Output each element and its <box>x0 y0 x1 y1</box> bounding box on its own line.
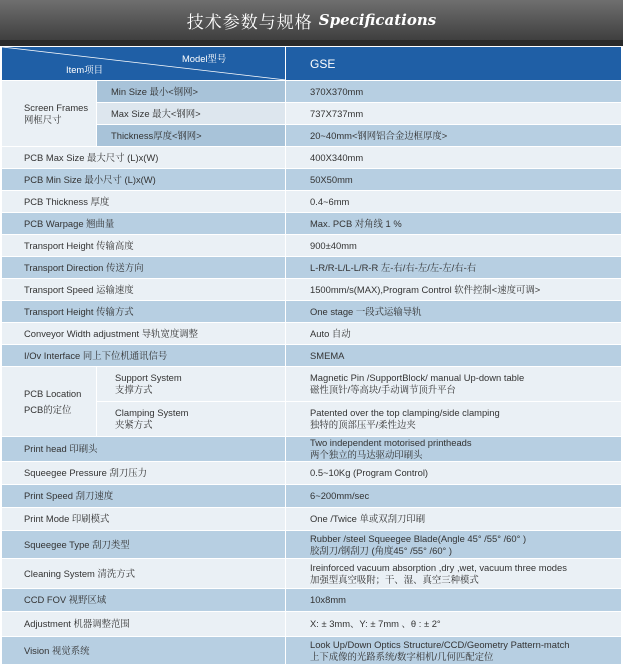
table-row <box>2 367 622 402</box>
screen-frames-label-cn: 网框尺寸 <box>24 113 62 125</box>
spec-value: 400X340mm <box>286 147 622 169</box>
header-item: Item项目 <box>66 64 103 75</box>
screen-frame-key: Max Size 最大<钢网> <box>97 103 286 125</box>
table-row <box>2 589 622 612</box>
table-row <box>2 637 622 665</box>
pcb-location-key <box>97 367 286 402</box>
table-row <box>2 169 622 191</box>
pcb-location-key-cn: 夹紧方式 <box>115 419 153 430</box>
spec-key: Transport Speed 运输速度 <box>2 279 286 301</box>
spec-key: CCD FOV 视野区域 <box>2 589 286 612</box>
table-row <box>2 462 622 485</box>
spec-value-en: Two independent motorised printheads <box>310 437 472 448</box>
table-row <box>2 485 622 508</box>
table-row <box>2 531 622 559</box>
pcb-location-label-cn: PCB的定位 <box>24 403 72 415</box>
spec-value-en: Ireinforced vacuum absorption ,dry ,wet, vacuum three modes <box>310 561 567 573</box>
spec-key: Cleaning System 清洗方式 <box>2 559 286 589</box>
screen-frame-value: 20~40mm<钢网铝合金边框厚度> <box>286 125 622 147</box>
spec-value: 6~200mm/sec <box>286 485 622 508</box>
pcb-location-key-cn: 支撑方式 <box>115 384 153 395</box>
screen-frame-value: 370X370mm <box>286 81 622 103</box>
table-row <box>2 559 622 589</box>
pcb-location-key-en: Support System <box>115 372 182 383</box>
spec-value: 900±40mm <box>286 235 622 257</box>
spec-value <box>286 531 622 559</box>
table-row <box>2 323 622 345</box>
pcb-location-value <box>286 402 622 437</box>
spec-key: PCB Warpage 翘曲量 <box>2 213 286 235</box>
spec-key: Print Speed 刮刀速度 <box>2 485 286 508</box>
table-header <box>2 47 622 81</box>
table-row <box>2 612 622 637</box>
table-row <box>2 81 622 103</box>
spec-value: One stage 一段式运输导轨 <box>286 301 622 323</box>
spec-value <box>286 437 622 462</box>
spec-key: PCB Max Size 最大尺寸 (L)x(W) <box>2 147 286 169</box>
screen-frame-key: Thickness厚度<钢网> <box>97 125 286 147</box>
spec-key: Transport Height 传输方式 <box>2 301 286 323</box>
table-row <box>2 213 622 235</box>
spec-value <box>286 637 622 665</box>
table-row <box>2 147 622 169</box>
spec-key: PCB Thickness 厚度 <box>2 191 286 213</box>
table-row <box>2 279 622 301</box>
screen-frames-label <box>2 81 97 147</box>
spec-value: 50X50mm <box>286 169 622 191</box>
spec-key: I/Ov Interface 同上下位机通讯信号 <box>2 345 286 367</box>
pcb-location-value-en: Magnetic Pin /SupportBlock/ manual Up-down table <box>310 372 525 383</box>
spec-value: One /Twice 单或双刮刀印刷 <box>286 508 622 531</box>
spec-value: X: ± 3mm、Y: ± 7mm 、θ : ± 2° <box>286 612 622 637</box>
spec-value: Auto 自动 <box>286 323 622 345</box>
pcb-location-label-en: PCB Location <box>24 387 82 399</box>
spec-value-cn: 胶刮刀/钢刮刀 (角度45° /55° /60° ) <box>310 544 453 556</box>
table-row <box>2 257 622 279</box>
header-model-value: GSE <box>286 47 622 81</box>
table-row <box>2 235 622 257</box>
header-item-model-cell <box>2 47 286 81</box>
table-row <box>2 345 622 367</box>
spec-value <box>286 559 622 589</box>
screen-frames-label-en: Screen Frames <box>24 101 89 113</box>
pcb-location-key <box>97 402 286 437</box>
pcb-location-label <box>2 367 97 437</box>
pcb-location-value <box>286 367 622 402</box>
spec-value-cn: 两个独立的马达驱动印刷头 <box>310 449 423 460</box>
spec-value-en: Look Up/Down Optics Structure/CCD/Geometry Pattern-match <box>310 638 570 650</box>
pcb-location-value-en: Patented over the top clamping/side clamping <box>310 407 500 418</box>
title-cn: 技术参数与规格 <box>186 12 313 33</box>
screen-frame-value: 737X737mm <box>286 103 622 125</box>
spec-value: 1500mm/s(MAX),Program Control 软件控制<速度可调> <box>286 279 622 301</box>
spec-value: L-R/R-L/L-L/R-R 左-右/右-左/左-左/右-右 <box>286 257 622 279</box>
title-bar <box>0 0 623 40</box>
spec-value: SMEMA <box>286 345 622 367</box>
spec-key: Print head 印刷头 <box>2 437 286 462</box>
spec-table <box>1 46 622 665</box>
table-row <box>2 191 622 213</box>
spec-key: Vision 视觉系统 <box>2 637 286 665</box>
spec-key: Squeegee Type 刮刀类型 <box>2 531 286 559</box>
spec-key: Transport Direction 传送方向 <box>2 257 286 279</box>
spec-key: Transport Height 传输高度 <box>2 235 286 257</box>
spec-key: PCB Min Size 最小尺寸 (L)x(W) <box>2 169 286 191</box>
spec-key: Conveyor Width adjustment 导轨宽度调整 <box>2 323 286 345</box>
spec-value: 10x8mm <box>286 589 622 612</box>
spec-value-en: Rubber /steel Squeegee Blade(Angle 45° /55° /60° ) <box>310 532 527 544</box>
spec-value: Max. PCB 对角线 1 % <box>286 213 622 235</box>
header-model: Model型号 <box>182 53 227 64</box>
pcb-location-key-en: Clamping System <box>115 407 189 418</box>
spec-value: 0.4~6mm <box>286 191 622 213</box>
spec-value: 0.5~10Kg (Program Control) <box>286 462 622 485</box>
spec-key: Squeegee Pressure 刮刀压力 <box>2 462 286 485</box>
table-row <box>2 437 622 462</box>
table-row <box>2 508 622 531</box>
screen-frame-key: Min Size 最小<钢网> <box>97 81 286 103</box>
table-row <box>2 301 622 323</box>
spec-value-cn: 加强型真空吸附；干、湿、真空三种模式 <box>310 573 479 585</box>
spec-value-cn: 上下成像的光路系统/数字相机/几何匹配定位 <box>310 650 494 662</box>
title-en: Specifications <box>318 11 437 29</box>
spec-key: Print Mode 印刷模式 <box>2 508 286 531</box>
pcb-location-value-cn: 磁性顶针/等高块/手动调节顶升平台 <box>310 384 456 395</box>
spec-key: Adjustment 机器调整范围 <box>2 612 286 637</box>
header-diagonal-line <box>2 47 286 80</box>
pcb-location-value-cn: 独特的顶部压平/柔性边夹 <box>310 419 416 430</box>
